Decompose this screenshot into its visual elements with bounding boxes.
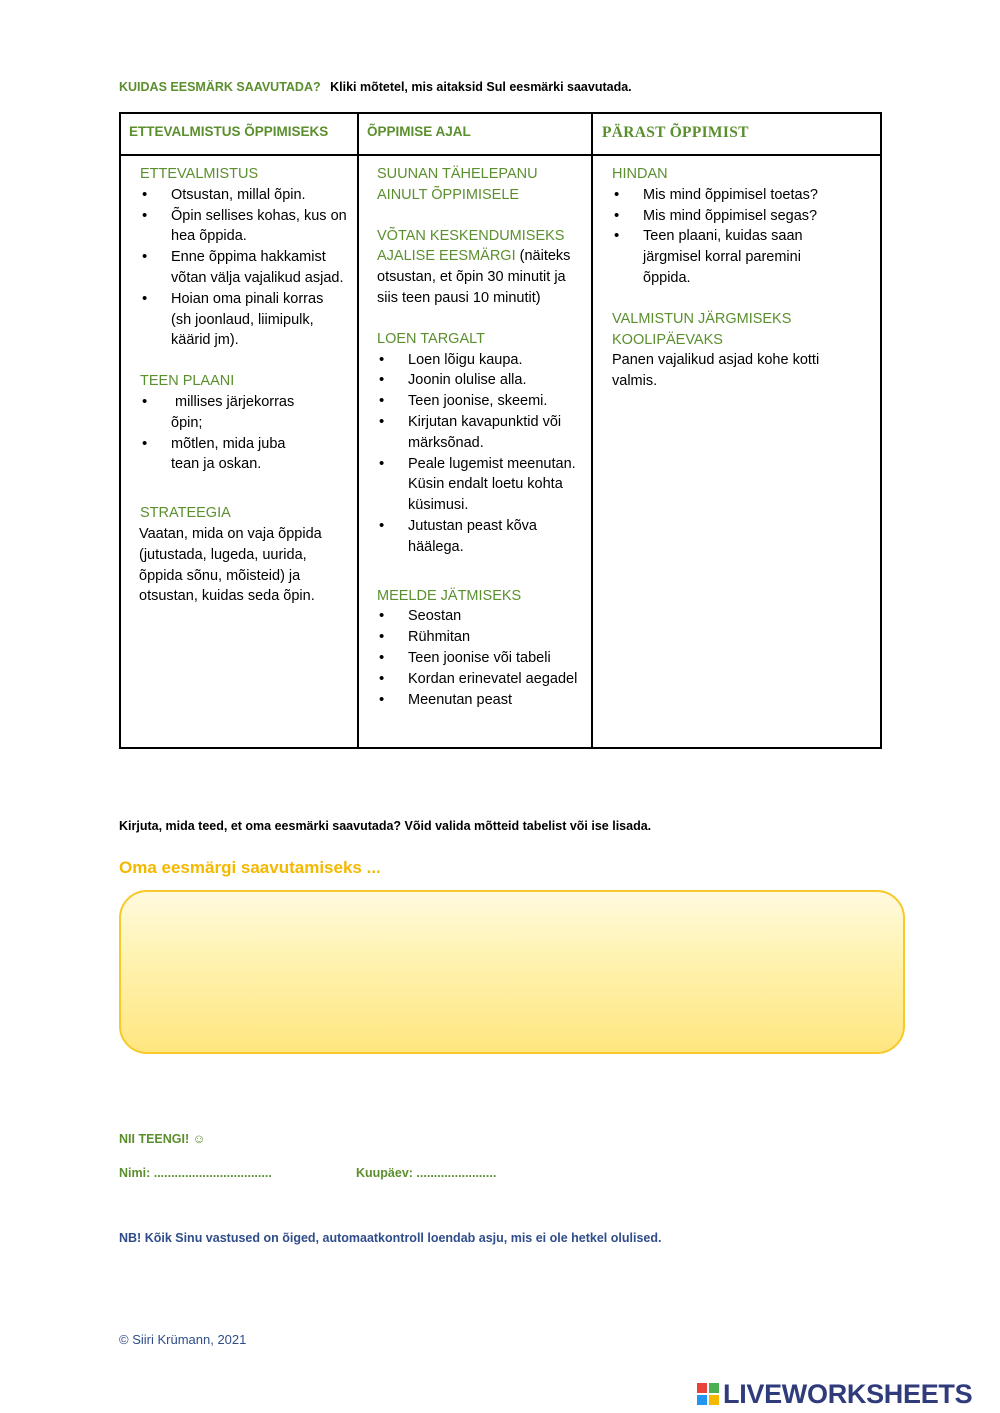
- option-item[interactable]: • Teen joonise, skeemi.: [377, 391, 581, 412]
- option-item[interactable]: • Jutustan peast kõva häälega.: [377, 516, 581, 558]
- section-title-memorize: MEELDE JÄTMISEKS: [377, 587, 522, 604]
- option-item[interactable]: • Otsustan, millal õpin.: [140, 185, 347, 206]
- option-item[interactable]: • Meenutan peast: [377, 690, 581, 711]
- column-header-preparation: ETTEVALMISTUS ÕPPIMISEKS: [120, 113, 358, 155]
- option-item[interactable]: • Hoian oma pinali korras (sh joonlaud, liimipulk, käärid jm).: [140, 289, 347, 351]
- section-title-strategy: STRATEEGIA: [140, 505, 231, 522]
- date-field: Kuupäev: .......................: [356, 1166, 497, 1180]
- option-item[interactable]: • Kordan erinevatel aegadel: [377, 669, 581, 690]
- section-title-read-smart: LOEN TARGALT: [377, 330, 485, 347]
- section-title-plan: TEEN PLAANI: [140, 373, 235, 390]
- column-after: [592, 155, 881, 748]
- liveworksheets-logo: [697, 1376, 972, 1412]
- option-item[interactable]: • Õpin sellises kohas, kus on hea õppida.: [140, 206, 347, 248]
- write-instruction: Kirjuta, mida teed, et oma eesmärki saavutada? Võid valida mõtteid tabelist või ise lisada.: [119, 819, 652, 833]
- note-text: NB! Kõik Sinu vastused on õiged, automaatkontroll loendab asju, mis ei ole hetkel olulised.: [119, 1231, 662, 1245]
- name-field: Nimi: ..................................: [119, 1166, 272, 1180]
- evaluate-list: [612, 185, 870, 289]
- section-title-preparation: ETTEVALMISTUS: [140, 166, 259, 182]
- goal-text-box[interactable]: [119, 890, 905, 1054]
- goal-title: Oma eesmärgi saavutamiseks ...: [119, 858, 381, 877]
- memorize-list: [377, 606, 581, 710]
- header-instruction: Kliki mõtetel, mis aitaksid Sul eesmärki saavutada.: [330, 80, 632, 94]
- option-item[interactable]: • Peale lugemist meenutan. Küsin endalt loetu kohta küsimusi.: [377, 454, 581, 516]
- section-title-next-day: VALMISTUN JÄRGMISEKS KOOLIPÄEVAKS: [612, 310, 792, 348]
- option-item[interactable]: • Mis mind õppimisel toetas?: [612, 185, 870, 206]
- column-preparation: [120, 155, 358, 748]
- strategy-table: [119, 112, 882, 749]
- option-item[interactable]: • millises järjekorras õpin;: [140, 392, 347, 434]
- option-item[interactable]: • Seostan: [377, 606, 581, 627]
- option-item[interactable]: • Enne õppima hakkamist võtan välja vajalikud asjad.: [140, 247, 347, 289]
- option-item[interactable]: • mõtlen, mida juba tean ja oskan.: [140, 434, 347, 476]
- option-item[interactable]: • Teen joonise või tabeli: [377, 648, 581, 669]
- option-focus-attention[interactable]: SUUNAN TÄHELEPANU AINULT ÕPPIMISELE: [377, 166, 538, 203]
- done-label: NII TEENGI! ☺: [119, 1132, 206, 1146]
- preparation-list: [140, 185, 347, 351]
- column-during: [358, 155, 592, 748]
- column-header-after: PÄRAST ÕPPIMIST: [592, 113, 881, 155]
- logo-icon: [697, 1383, 719, 1405]
- header-question: KUIDAS EESMÄRK SAAVUTADA?: [119, 80, 321, 94]
- option-item[interactable]: • Rühmitan: [377, 627, 581, 648]
- header-line: [119, 80, 632, 94]
- option-item[interactable]: • Joonin olulise alla.: [377, 370, 581, 391]
- option-item[interactable]: • Teen plaani, kuidas saan järgmisel korral paremini õppida.: [612, 226, 870, 288]
- section-title-evaluate: HINDAN: [612, 166, 668, 182]
- option-item[interactable]: • Mis mind õppimisel segas?: [612, 206, 870, 227]
- column-header-during: ÕPPIMISE AJAL: [358, 113, 592, 155]
- option-item[interactable]: • Loen lõigu kaupa.: [377, 350, 581, 371]
- option-pack-bag[interactable]: Panen vajalikud asjad kohe kotti valmis.: [612, 352, 820, 390]
- option-item[interactable]: • Kirjutan kavapunktid või märksõnad.: [377, 412, 581, 454]
- copyright: © Siiri Krümann, 2021: [119, 1332, 247, 1347]
- read-smart-list: [377, 350, 581, 558]
- strategy-text[interactable]: Vaatan, mida on vaja õppida (jutustada, lugeda, uurida, õppida sõnu, mõisteid) ja otsustan, kuidas seda õpin.: [139, 525, 322, 605]
- plan-list: [140, 392, 347, 475]
- logo-text: LIVEWORKSHEETS: [723, 1378, 973, 1409]
- option-time-goal[interactable]: VÕTAN KESKENDUMISEKS AJALISE EESMÄRGI (näiteks otsustan, et õpin 30 minutit ja siis teen pausi 10 minutit): [377, 227, 571, 306]
